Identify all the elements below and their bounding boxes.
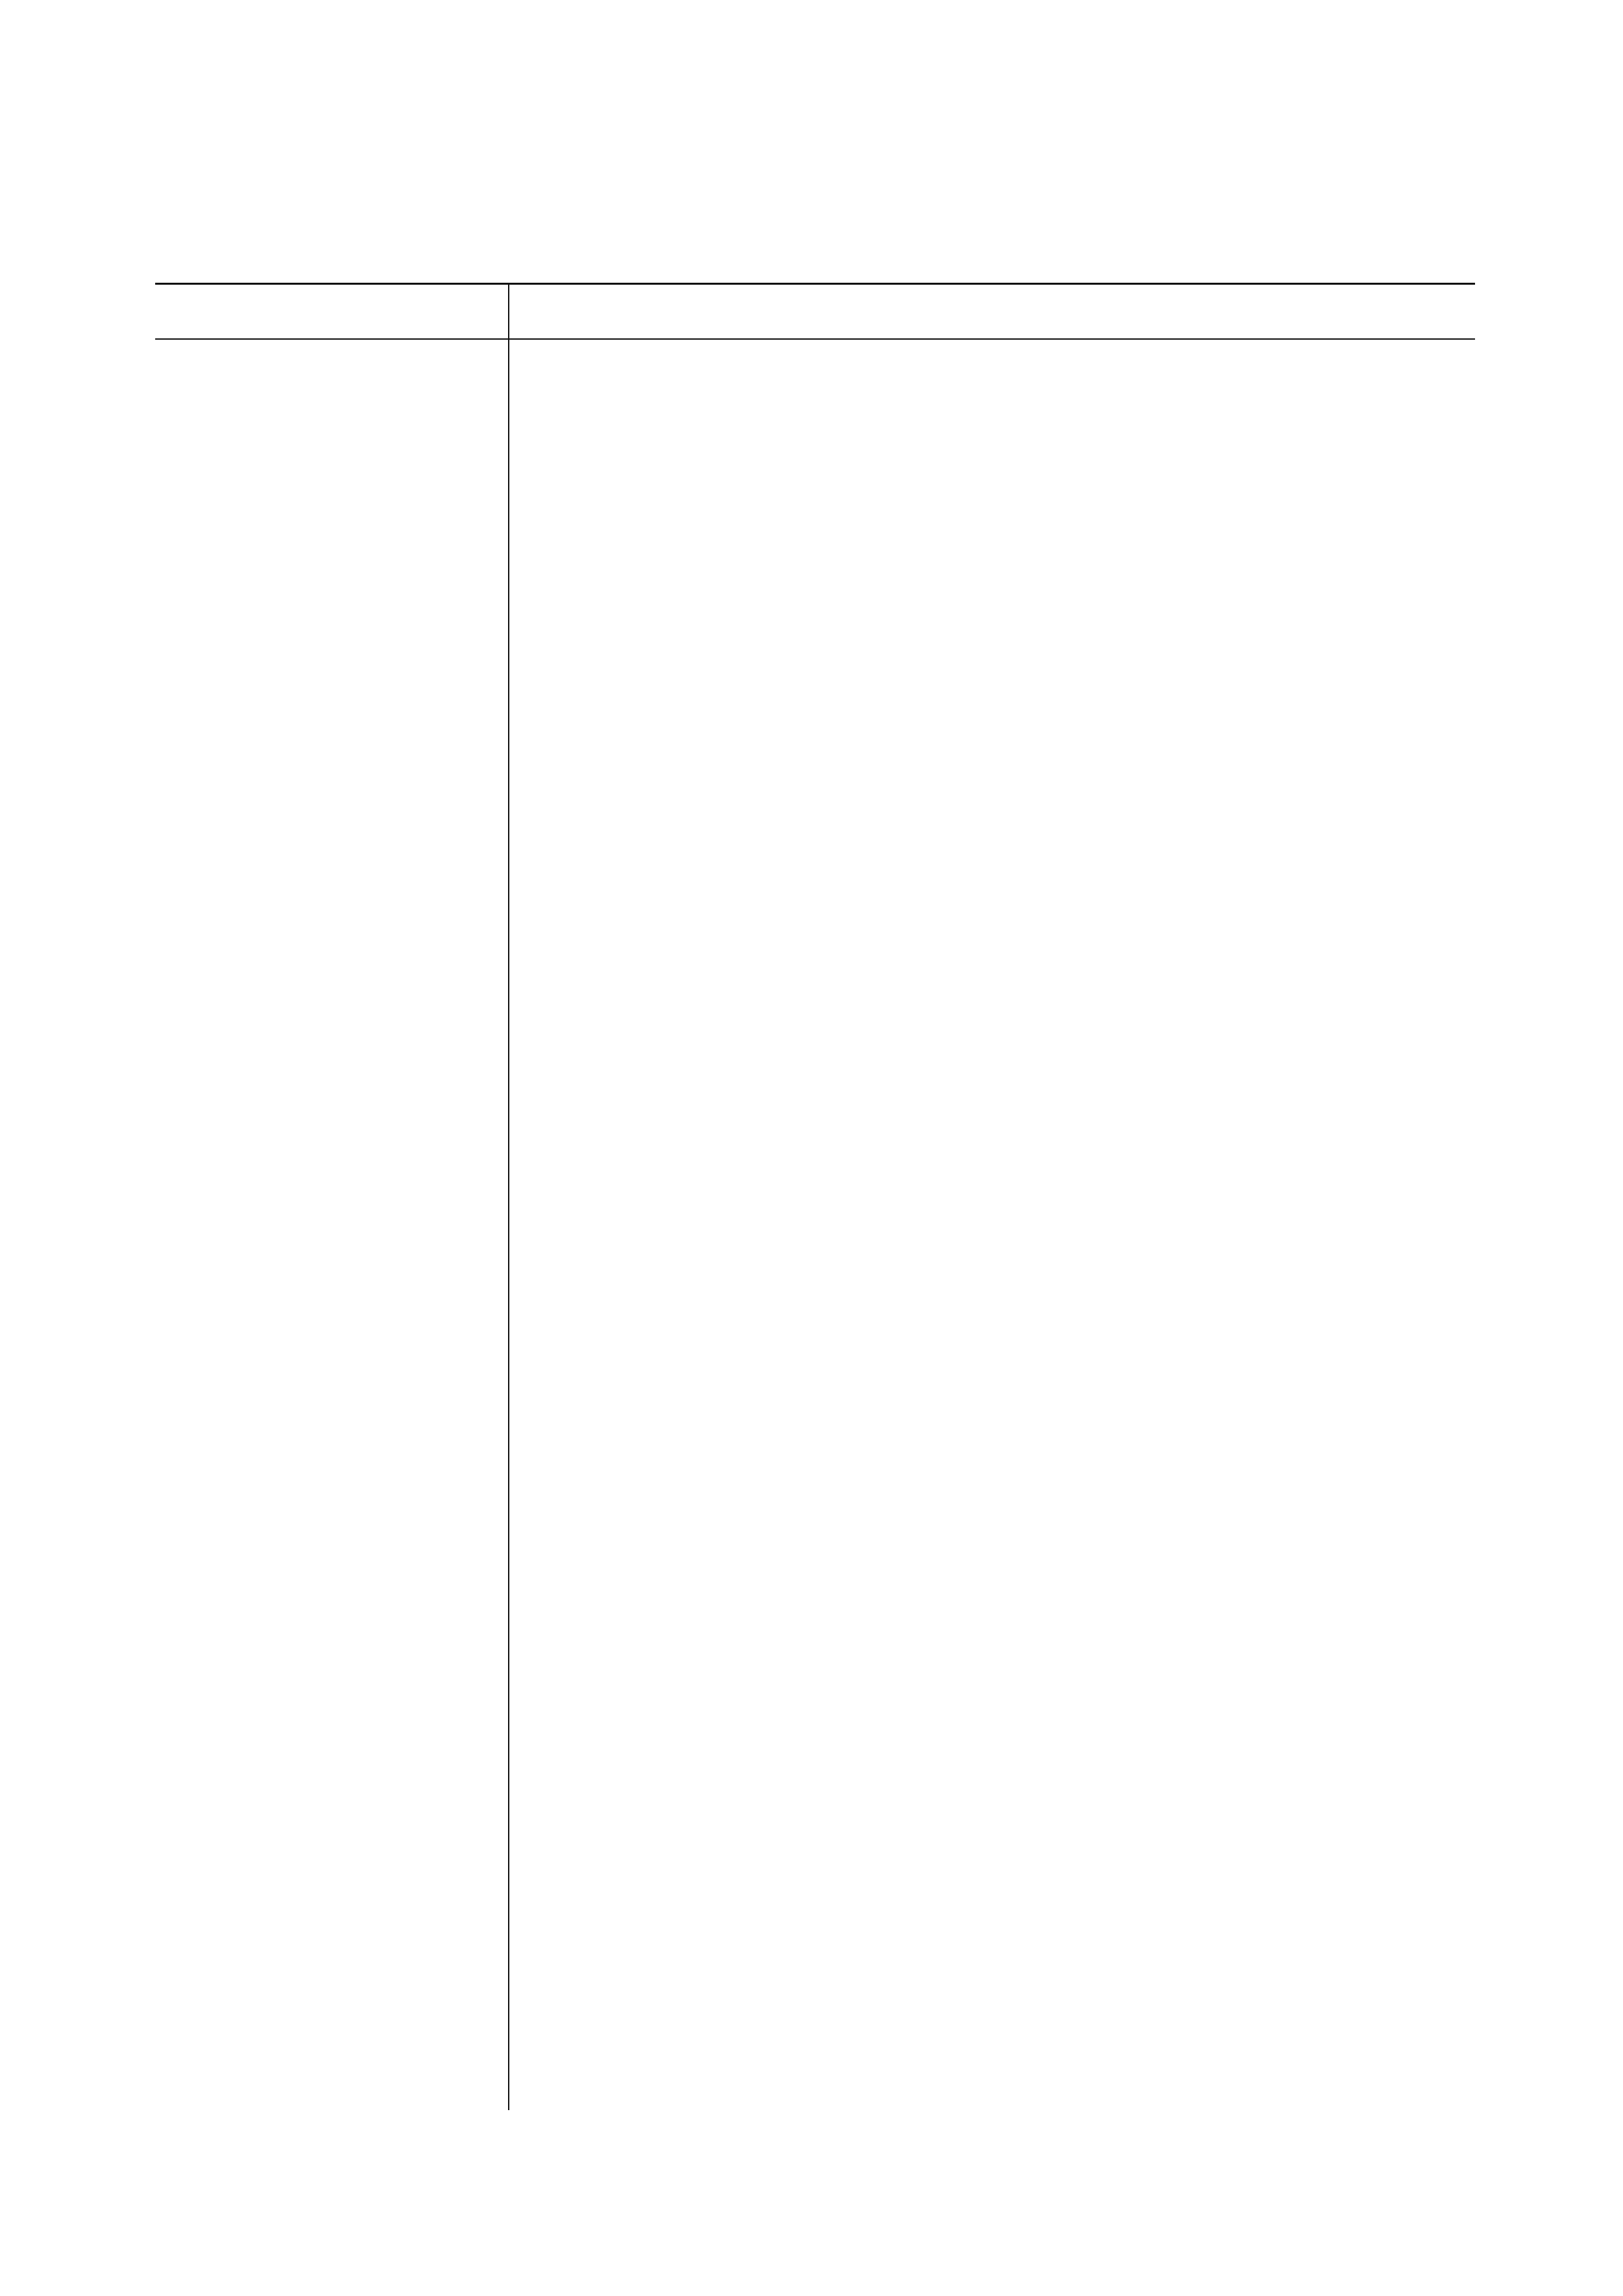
table-header xyxy=(155,285,1475,338)
column-divider xyxy=(508,340,509,2110)
table-body xyxy=(155,340,1475,2110)
col-header-odor-taste xyxy=(155,285,509,338)
methods-table xyxy=(155,283,1475,2110)
col-header-methods xyxy=(509,285,1475,338)
